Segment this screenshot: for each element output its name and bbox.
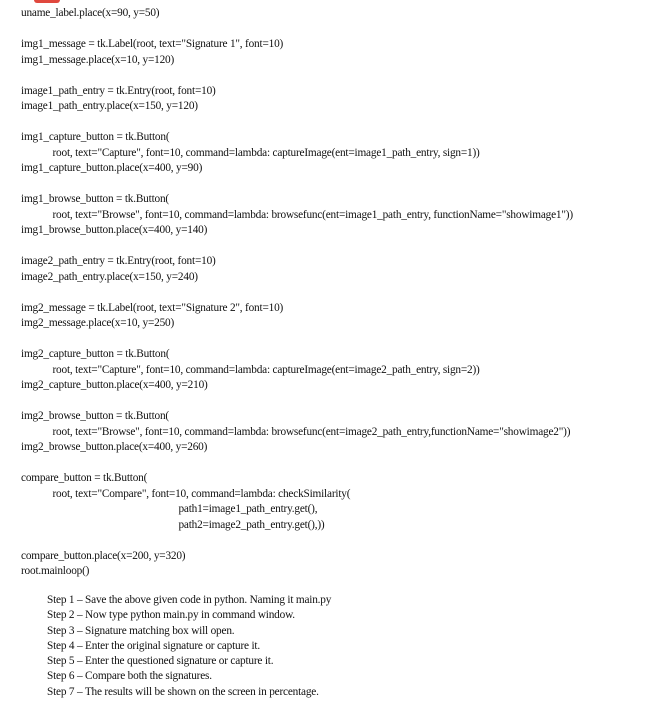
step-item: Step 5 – Enter the questioned signature or capture it. xyxy=(47,655,274,668)
code-line xyxy=(21,332,641,348)
code-line: img1_capture_button = tk.Button( xyxy=(21,131,170,143)
step-item: Step 7 – The results will be shown on the screen in percentage. xyxy=(47,685,319,698)
code-line xyxy=(21,394,641,410)
code-line: img2_capture_button = tk.Button( xyxy=(21,348,170,360)
code-line xyxy=(21,22,641,38)
code-line: img2_capture_button.place(x=400, y=210) xyxy=(21,379,208,391)
code-line xyxy=(21,177,641,193)
step-item: Step 1 – Save the above given code in python. Naming it main.py xyxy=(47,594,332,606)
code-line: img1_capture_button.place(x=400, y=90) xyxy=(21,162,203,174)
code-line: root, text="Capture", font=10, command=lambda: captureImage(ent=image2_path_entry, sign=2)) xyxy=(21,363,480,376)
code-line: img2_browse_button = tk.Button( xyxy=(21,410,169,422)
code-line: compare_button.place(x=200, y=320) xyxy=(21,549,186,562)
code-line xyxy=(21,115,641,131)
code-block xyxy=(21,6,641,580)
step-item: Step 3 – Signature matching box will open. xyxy=(47,624,235,637)
code-line: path2=image2_path_entry.get(),)) xyxy=(21,518,325,531)
code-line xyxy=(21,285,641,301)
code-line: root, text="Browse", font=10, command=lambda: browsefunc(ent=image2_path_entry,functionName="showimage2")) xyxy=(21,425,571,438)
code-line: compare_button = tk.Button( xyxy=(21,472,148,484)
code-line: img1_message.place(x=10, y=120) xyxy=(21,53,175,66)
code-line: img2_message = tk.Label(root, text="Signature 2", font=10) xyxy=(21,301,284,314)
steps-list xyxy=(47,593,627,700)
code-line: root, text="Capture", font=10, command=lambda: captureImage(ent=image1_path_entry, sign=1)) xyxy=(21,146,480,159)
step-item: Step 6 – Compare both the signatures. xyxy=(47,670,212,683)
code-line: image2_path_entry = tk.Entry(root, font=10) xyxy=(21,255,216,267)
top-accent-mark xyxy=(34,0,60,3)
step-item: Step 4 – Enter the original signature or capture it. xyxy=(47,639,260,652)
code-line: img1_browse_button = tk.Button( xyxy=(21,193,169,205)
code-line: img2_browse_button.place(x=400, y=260) xyxy=(21,441,208,453)
code-line: image1_path_entry = tk.Entry(root, font=10) xyxy=(21,84,216,97)
code-line xyxy=(21,239,641,255)
code-line: image2_path_entry.place(x=150, y=240) xyxy=(21,270,198,283)
code-line: root, text="Browse", font=10, command=lambda: browsefunc(ent=image1_path_entry, functionName="showimage1")) xyxy=(21,208,573,221)
code-line: root, text="Compare", font=10, command=lambda: checkSimilarity( xyxy=(21,487,351,500)
code-line: path1=image1_path_entry.get(), xyxy=(21,503,318,515)
code-line: img1_message = tk.Label(root, text="Signature 1", font=10) xyxy=(21,38,284,50)
code-line: image1_path_entry.place(x=150, y=120) xyxy=(21,100,198,112)
code-line xyxy=(21,533,641,549)
code-line: img1_browse_button.place(x=400, y=140) xyxy=(21,224,208,236)
code-line: uname_label.place(x=90, y=50) xyxy=(21,7,160,19)
code-line: root.mainloop() xyxy=(21,565,90,577)
code-line xyxy=(21,456,641,472)
code-line: img2_message.place(x=10, y=250) xyxy=(21,317,175,329)
step-item: Step 2 – Now type python main.py in command window. xyxy=(47,609,295,622)
code-line xyxy=(21,68,641,84)
